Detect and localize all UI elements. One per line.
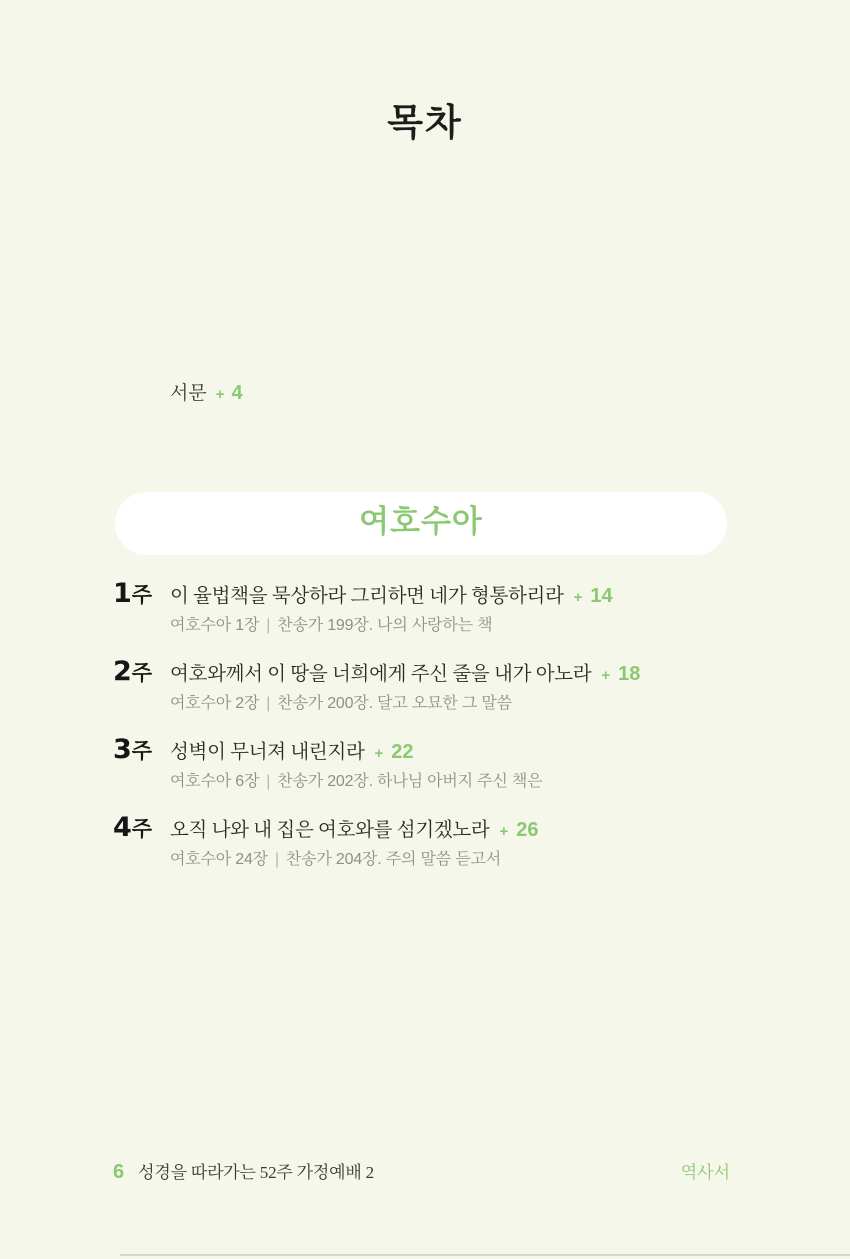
preface-page-number: 4 (231, 382, 243, 404)
footer-book-title: 성경을 따라가는 52주 가정예배 2 (138, 1163, 374, 1182)
entry-title: 오직 나와 내 집은 여호와를 섬기겠노라 (170, 820, 490, 841)
entry-hymn: 찬송가 204장. 주의 말씀 듣고서 (285, 851, 502, 868)
toc-entry-week1 (113, 580, 733, 658)
page-edge-line (120, 1254, 850, 1256)
week-label: 1주 (113, 578, 152, 609)
entry-chapter: 여호수아 1장 (170, 617, 260, 634)
entry-hymn: 찬송가 199장. 나의 사랑하는 책 (277, 617, 493, 634)
page-title: 목차 (387, 101, 463, 144)
preface-label: 서문 (170, 383, 207, 404)
entry-title: 이 율법책을 묵상하라 그리하면 네가 형통하리라 (170, 586, 564, 607)
week-label: 3주 (113, 734, 152, 765)
divider: | (266, 695, 271, 712)
entry-title: 여호와께서 이 땅을 너희에게 주신 줄을 내가 아노라 (170, 664, 592, 685)
toc-entry-week3 (113, 736, 733, 814)
footer-left (113, 1160, 374, 1185)
section-banner-title: 여호수아 (359, 504, 483, 540)
entry-detail (170, 615, 733, 637)
toc-entries (113, 580, 733, 892)
toc-entry-week2 (113, 658, 733, 736)
entry-chapter: 여호수아 24장 (170, 851, 268, 868)
entry-page-number: 18 (618, 663, 641, 685)
week-label: 4주 (113, 812, 152, 843)
plus-icon: + (499, 823, 509, 840)
preface-row (170, 381, 243, 407)
entry-page-number: 22 (391, 741, 414, 763)
plus-icon: + (573, 589, 583, 606)
entry-hymn: 찬송가 202장. 하나님 아버지 주신 책은 (277, 773, 543, 790)
divider: | (274, 851, 279, 868)
entry-detail (170, 771, 733, 793)
plus-icon: + (601, 667, 611, 684)
entry-page-number: 14 (590, 585, 613, 607)
entry-page-number: 26 (516, 819, 539, 841)
preface-plus-icon: + (215, 386, 225, 403)
toc-entry-week4 (113, 814, 733, 892)
section-banner (115, 492, 727, 555)
divider: | (266, 617, 271, 634)
footer-page-number: 6 (113, 1161, 125, 1183)
page-footer (113, 1160, 730, 1185)
plus-icon: + (374, 745, 384, 762)
divider: | (266, 773, 271, 790)
entry-detail (170, 693, 733, 715)
week-label: 2주 (113, 656, 152, 687)
footer-section-label: 역사서 (680, 1163, 730, 1182)
entry-detail (170, 849, 733, 871)
entry-chapter: 여호수아 6장 (170, 773, 260, 790)
entry-chapter: 여호수아 2장 (170, 695, 260, 712)
entry-hymn: 찬송가 200장. 달고 오묘한 그 말씀 (277, 695, 512, 712)
entry-title: 성벽이 무너져 내린지라 (170, 742, 365, 763)
